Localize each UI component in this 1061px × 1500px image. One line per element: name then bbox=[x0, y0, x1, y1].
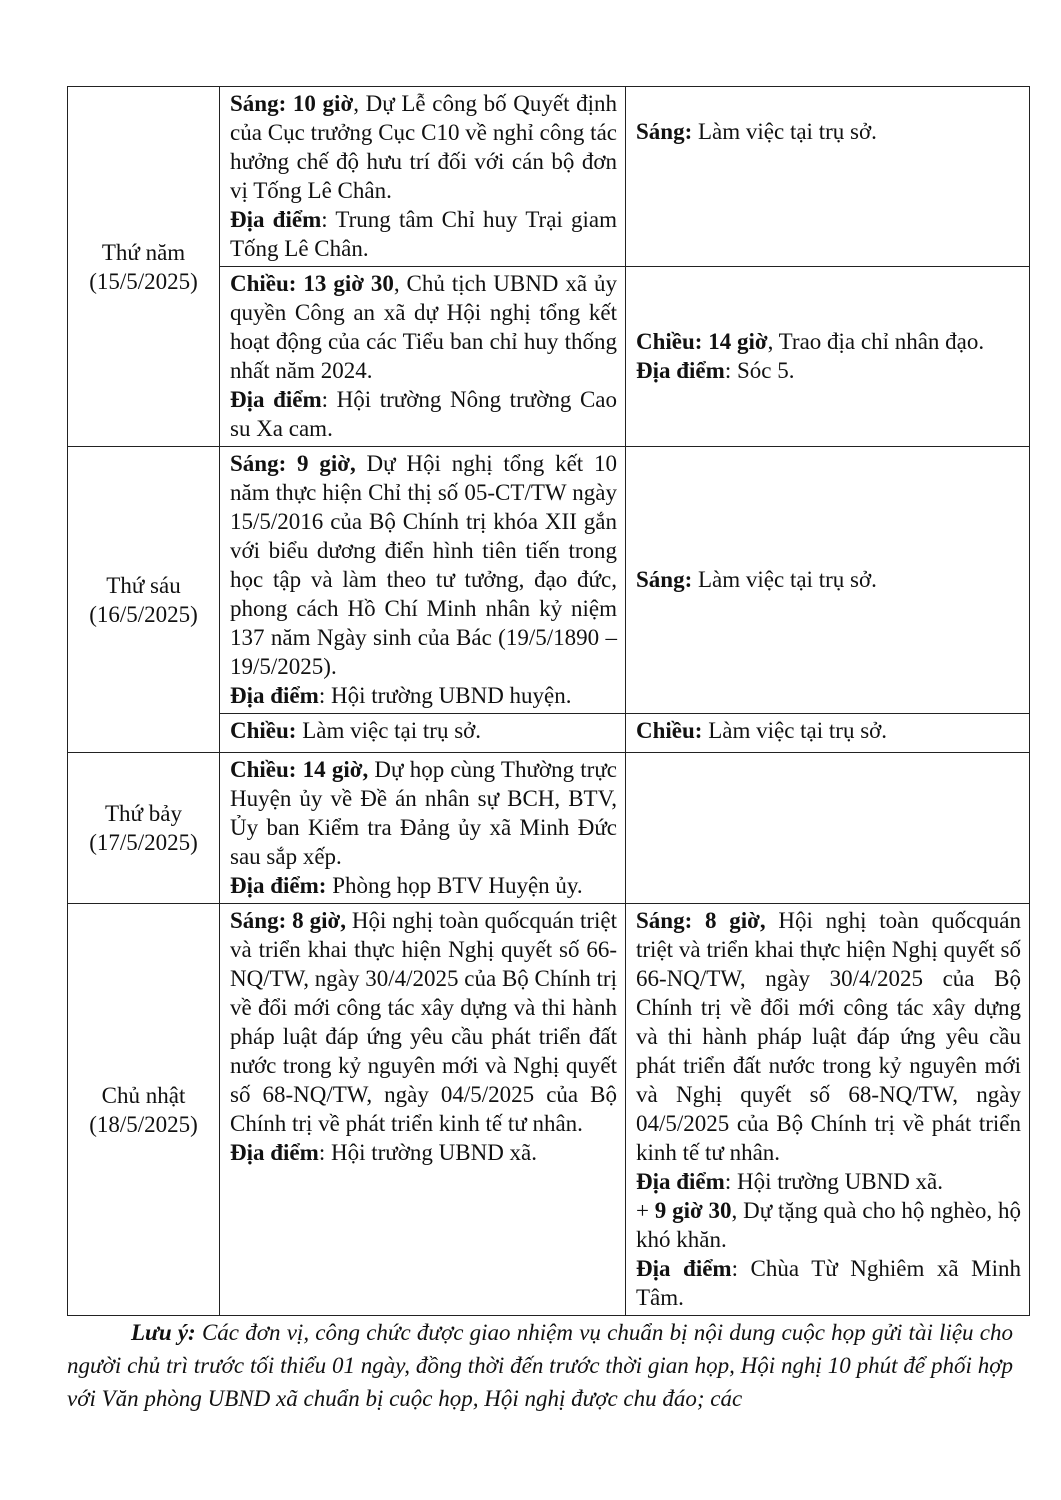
place-label: Địa điểm bbox=[636, 358, 725, 383]
activity-description: , Dự Lễ công bố Quyết định của Cục trưởng Cục C10 về nghỉ công tác hưởng chế độ hưu trí đối với cán bộ đơn vị Tống Lê Chân. bbox=[230, 91, 618, 203]
activity-place bbox=[230, 871, 617, 900]
place-value: : Sóc 5. bbox=[724, 358, 795, 383]
table-row bbox=[68, 87, 1030, 267]
place-label: Địa điểm bbox=[230, 1140, 319, 1165]
left-activity-cell bbox=[220, 904, 626, 1316]
day-date: (17/5/2025) bbox=[89, 830, 198, 855]
time-label: Chiều: 13 giờ 30 bbox=[230, 271, 394, 296]
activity-text bbox=[230, 449, 617, 681]
place-label: Địa điểm bbox=[230, 683, 319, 708]
activity-place bbox=[230, 1138, 617, 1167]
day-name: Chủ nhật bbox=[101, 1082, 186, 1108]
note-paragraph bbox=[67, 1316, 1013, 1415]
schedule-table bbox=[67, 86, 1030, 1316]
left-activity-cell bbox=[220, 714, 626, 753]
place-value: : Trung tâm Chỉ huy Trại giam Tống Lê Chân. bbox=[230, 207, 617, 261]
place-label: Địa điểm bbox=[230, 207, 322, 232]
activity-description: Làm việc tại trụ sở. bbox=[296, 718, 482, 743]
left-activity-cell bbox=[220, 447, 626, 714]
place-value: Phòng họp BTV Huyện ủy. bbox=[326, 873, 583, 898]
time-label: Sáng: 10 giờ bbox=[230, 91, 354, 116]
day-date: (16/5/2025) bbox=[89, 601, 198, 627]
place-value: : Hội trường Nông trường Cao su Xa cam. bbox=[230, 387, 617, 441]
place-label: Địa điểm bbox=[636, 1169, 725, 1194]
time-label: Chiều: 14 giờ, bbox=[230, 757, 369, 782]
day-cell bbox=[68, 447, 220, 753]
place-label: Địa điểm: bbox=[230, 873, 327, 898]
time-label: Sáng: bbox=[636, 119, 693, 144]
right-activity-cell bbox=[626, 714, 1030, 753]
time-label: Sáng: bbox=[636, 567, 693, 592]
activity-description: Dự Hội nghị tổng kết 10 năm thực hiện Chỉ thị số 05-CT/TW ngày 15/5/2016 của Bộ Chính trị khóa XII gắn với biểu dương điển hình tiên tiến trong học tập và làm theo tư tưởng, đạo đức, phong cách Hồ Chí Minh nhân kỷ niệm 137 năm Ngày sinh của Bác (19/5/1890 –19/5/2025). bbox=[230, 451, 617, 679]
left-activity-cell bbox=[220, 753, 626, 904]
note-text: Các đơn vị, công chức được giao nhiệm vụ chuẩn bị nội dung cuộc họp gửi tài liệu cho người chủ trì trước tối thiểu 01 ngày, đồng thời đến trước thời gian họp, Hội nghị 10 phút để phối hợp với Văn phòng UBND xã chuẩn bị cuộc họp, Hội nghị được chu đáo; các bbox=[67, 1320, 1013, 1411]
right-activity-cell bbox=[626, 447, 1030, 714]
extra-description: , Dự tặng quà cho hộ nghèo, hộ khó khăn. bbox=[636, 1198, 1021, 1252]
activity-text bbox=[636, 906, 1021, 1167]
time-label: Sáng: 8 giờ, bbox=[636, 908, 766, 933]
left-activity-cell bbox=[220, 267, 626, 447]
activity-text bbox=[230, 269, 617, 385]
activity-description: , Chủ tịch UBND xã ủy quyền Công an xã dự Hội nghị tổng kết hoạt động của các Tiểu ban chỉ huy thống nhất năm 2024. bbox=[230, 271, 617, 383]
activity-text bbox=[636, 565, 1021, 594]
day-date: (15/5/2025) bbox=[89, 268, 198, 294]
activity-place bbox=[230, 205, 617, 263]
extra-prefix: + bbox=[636, 1198, 655, 1223]
place-value: : Hội trường UBND xã. bbox=[318, 1140, 538, 1165]
activity-description: Làm việc tại trụ sở. bbox=[692, 567, 877, 592]
time-label: Chiều: bbox=[230, 718, 297, 743]
activity-place bbox=[230, 681, 617, 710]
right-activity-cell bbox=[626, 267, 1030, 447]
activity-place bbox=[636, 1167, 1021, 1196]
table-row bbox=[68, 753, 1030, 904]
activity-text bbox=[636, 117, 1021, 146]
day-cell bbox=[68, 904, 220, 1316]
extra-activity-place bbox=[636, 1254, 1021, 1312]
day-name: Thứ bảy bbox=[105, 801, 182, 826]
activity-description: Làm việc tại trụ sở. bbox=[702, 718, 888, 743]
activity-text bbox=[230, 716, 617, 745]
activity-description: Hội nghị toàn quốcquán triệt và triển khai thực hiện Nghị quyết số 66-NQ/TW, ngày 30/4/2025 của Bộ Chính trị về đổi mới công tác xây dựng và thi hành pháp luật đáp ứng yêu cầu phát triển đất nước trong kỷ nguyên mới và Nghị quyết số 68-NQ/TW, ngày 04/5/2025 của Bộ Chính trị về phát triển kinh tế tư nhân. bbox=[636, 908, 1021, 1165]
activity-description: Dự họp cùng Thường trực Huyện ủy về Đề án nhân sự BCH, BTV, Ủy ban Kiểm tra Đảng ủy xã Minh Đức sau sắp xếp. bbox=[230, 757, 617, 869]
right-activity-cell bbox=[626, 87, 1030, 267]
right-activity-cell bbox=[626, 904, 1030, 1316]
activity-text bbox=[230, 906, 617, 1138]
day-cell bbox=[68, 753, 220, 904]
table-row bbox=[68, 904, 1030, 1316]
day-name: Thứ sáu bbox=[106, 572, 181, 598]
activity-text bbox=[636, 716, 1021, 745]
activity-description: Hội nghị toàn quốcquán triệt và triển khai thực hiện Nghị quyết số 66-NQ/TW, ngày 30/4/2025 của Bộ Chính trị về đổi mới công tác xây dựng và thi hành pháp luật đáp ứng yêu cầu phát triển đất nước trong kỷ nguyên mới và Nghị quyết số 68-NQ/TW, ngày 04/5/2025 của Bộ Chính trị về phát triển kinh tế tư nhân. bbox=[230, 908, 617, 1136]
extra-activity-text bbox=[636, 1196, 1021, 1254]
activity-place bbox=[230, 385, 617, 443]
place-value: : Chùa Từ Nghiêm xã Minh Tâm. bbox=[636, 1256, 1021, 1310]
day-name: Thứ năm bbox=[101, 239, 186, 265]
place-value: : Hội trường UBND xã. bbox=[724, 1169, 944, 1194]
time-label: Sáng: 8 giờ, bbox=[230, 908, 346, 933]
activity-text bbox=[230, 755, 617, 871]
day-date: (18/5/2025) bbox=[89, 1111, 198, 1137]
place-label: Địa điểm bbox=[230, 387, 322, 412]
activity-description: Làm việc tại trụ sở. bbox=[692, 119, 877, 144]
activity-description: , Trao địa chỉ nhân đạo. bbox=[767, 329, 985, 354]
table-row bbox=[68, 447, 1030, 714]
activity-text bbox=[636, 327, 1021, 356]
place-label: Địa điểm bbox=[636, 1256, 732, 1281]
activity-place bbox=[636, 356, 1021, 385]
note-label: Lưu ý: bbox=[131, 1320, 196, 1345]
extra-time-label: 9 giờ 30 bbox=[654, 1198, 732, 1223]
place-value: : Hội trường UBND huyện. bbox=[318, 683, 572, 708]
day-cell bbox=[68, 87, 220, 447]
activity-text bbox=[230, 89, 617, 205]
left-activity-cell bbox=[220, 87, 626, 267]
time-label: Sáng: 9 giờ, bbox=[230, 451, 356, 476]
time-label: Chiều: 14 giờ bbox=[636, 329, 768, 354]
right-activity-cell bbox=[626, 753, 1030, 904]
time-label: Chiều: bbox=[636, 718, 703, 743]
